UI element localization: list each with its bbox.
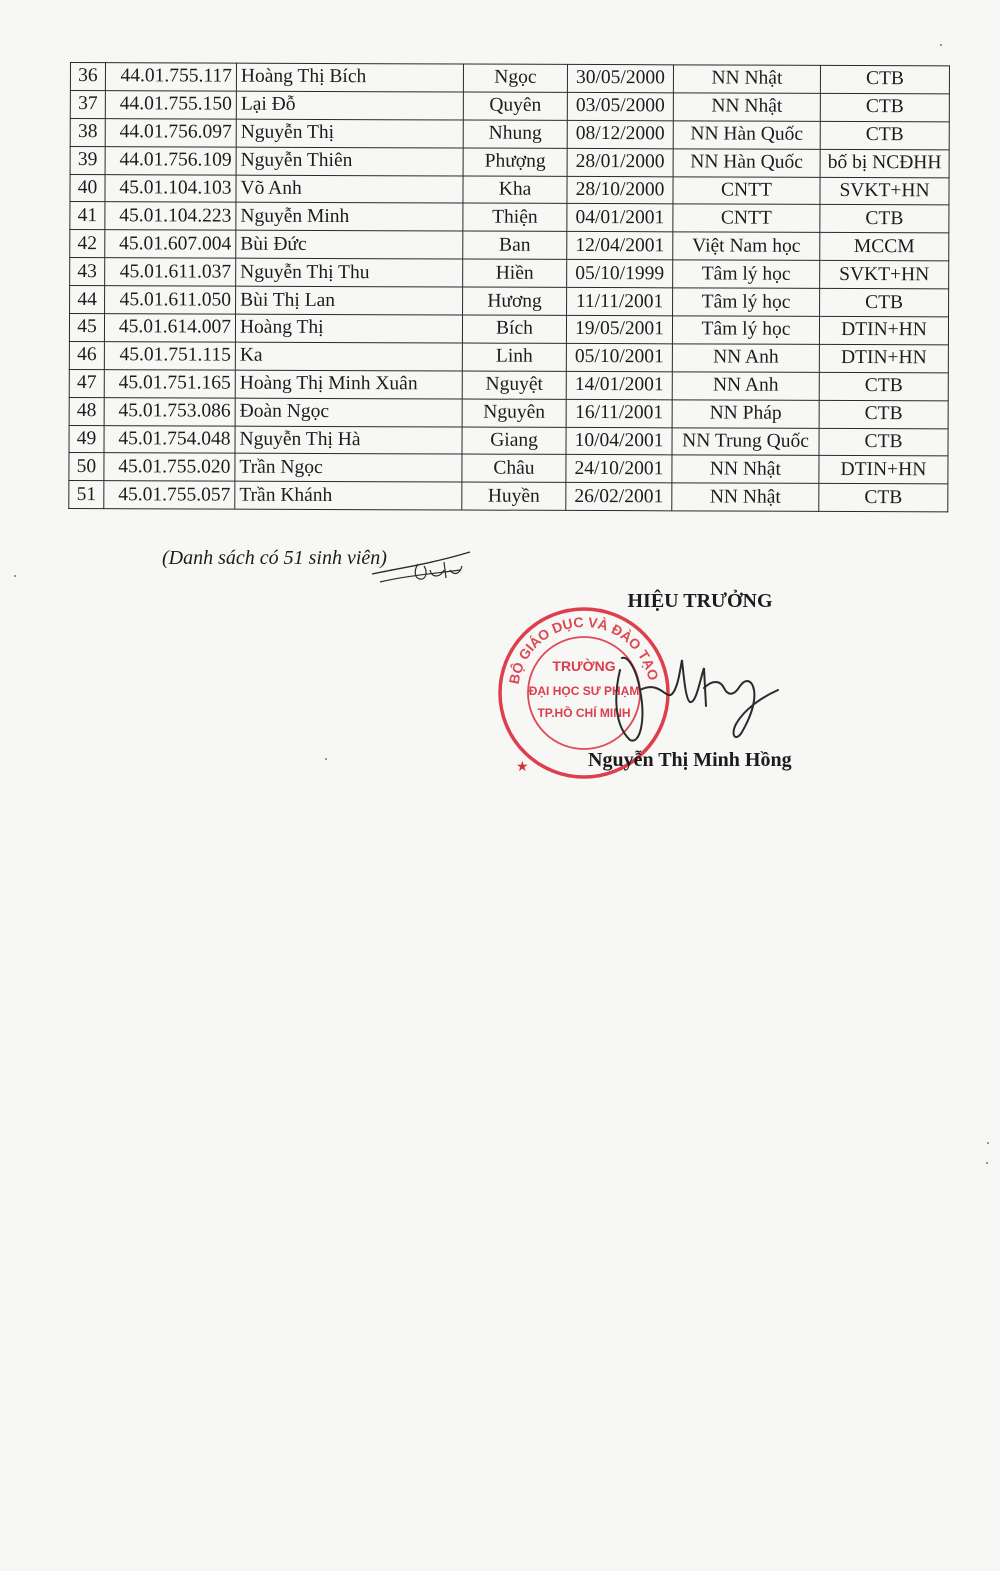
- cell-surname: Hoàng Thị Minh Xuân: [235, 370, 462, 399]
- cell-major: NN Trung Quốc: [672, 427, 819, 455]
- svg-text:★: ★: [516, 760, 529, 775]
- cell-date-of-birth: 03/05/2000: [567, 92, 673, 120]
- cell-category: DTIN+HN: [819, 316, 948, 344]
- cell-date-of-birth: 30/05/2000: [567, 64, 673, 92]
- rector-title: HIỆU TRƯỞNG: [627, 590, 773, 612]
- table-row: [70, 118, 949, 149]
- scan-speck: [940, 44, 942, 46]
- cell-no: 51: [69, 481, 104, 509]
- cell-major: Việt Nam học: [673, 232, 820, 260]
- table-row: [69, 481, 948, 512]
- cell-no: 45: [69, 314, 104, 342]
- cell-given-name: Ngọc: [463, 64, 567, 92]
- table-row: [70, 286, 949, 317]
- cell-surname: Bùi Thị Lan: [236, 286, 463, 315]
- cell-given-name: Nguyệt: [462, 371, 566, 399]
- cell-no: 43: [70, 258, 105, 286]
- table-row: [70, 90, 949, 121]
- table-row: [69, 453, 948, 484]
- cell-major: NN Nhật: [673, 65, 820, 93]
- cell-category: bố bị NCĐHH: [820, 149, 949, 177]
- cell-major: NN Nhật: [673, 93, 820, 121]
- cell-surname: Nguyễn Thiên: [236, 147, 463, 176]
- cell-no: 38: [70, 118, 105, 146]
- cell-no: 36: [70, 63, 105, 91]
- scan-speck: [325, 758, 327, 760]
- cell-surname: Nguyễn Minh: [236, 203, 463, 232]
- cell-major: NN Hàn Quốc: [673, 148, 820, 176]
- cell-student-id: 44.01.756.097: [105, 118, 236, 146]
- cell-category: MCCM: [820, 233, 949, 261]
- student-list-table: [68, 62, 950, 513]
- cell-date-of-birth: 19/05/2001: [566, 315, 672, 343]
- table-row: [69, 397, 948, 428]
- cell-given-name: Nguyên: [462, 399, 566, 427]
- cell-given-name: Kha: [463, 176, 567, 204]
- cell-student-id: 45.01.755.057: [104, 481, 235, 509]
- cell-given-name: Linh: [462, 343, 566, 371]
- cell-surname: Lại Đỗ: [236, 91, 463, 120]
- table-row: [70, 230, 949, 261]
- cell-surname: Nguyễn Thị Thu: [236, 258, 463, 287]
- cell-given-name: Ban: [463, 231, 567, 259]
- scan-speck: [986, 1162, 988, 1164]
- cell-student-id: 44.01.756.109: [105, 146, 236, 174]
- cell-no: 39: [70, 146, 105, 174]
- cell-student-id: 45.01.104.223: [105, 202, 236, 230]
- cell-student-id: 45.01.753.086: [104, 397, 235, 425]
- table-row: [69, 425, 948, 456]
- initials-mark: [370, 548, 475, 590]
- table-row: [70, 63, 949, 94]
- cell-given-name: Hương: [463, 287, 567, 315]
- cell-major: CNTT: [673, 204, 820, 232]
- cell-date-of-birth: 11/11/2001: [567, 288, 673, 316]
- cell-date-of-birth: 08/12/2000: [567, 120, 673, 148]
- cell-student-id: 45.01.751.115: [104, 342, 235, 370]
- cell-major: Tâm lý học: [672, 316, 819, 344]
- cell-date-of-birth: 28/01/2000: [567, 148, 673, 176]
- cell-surname: Bùi Đức: [236, 230, 463, 259]
- cell-given-name: Thiện: [463, 203, 567, 231]
- cell-date-of-birth: 10/04/2001: [566, 427, 672, 455]
- cell-student-id: 45.01.751.165: [104, 369, 235, 397]
- cell-date-of-birth: 24/10/2001: [566, 455, 672, 483]
- cell-given-name: Huyền: [462, 482, 566, 510]
- svg-text:BỘ GIÁO DỤC VÀ ĐÀO TẠO: BỘ GIÁO DỤC VÀ ĐÀO TẠO: [505, 613, 662, 686]
- cell-given-name: Bích: [462, 315, 566, 343]
- rector-signature: [600, 640, 785, 750]
- cell-no: 50: [69, 453, 104, 481]
- cell-given-name: Giang: [462, 427, 566, 455]
- cell-no: 44: [70, 286, 105, 314]
- cell-category: DTIN+HN: [819, 456, 948, 484]
- cell-category: CTB: [820, 289, 949, 317]
- svg-text:TRƯỜNG: TRƯỜNG: [552, 658, 616, 674]
- cell-given-name: Quyên: [463, 92, 567, 120]
- cell-date-of-birth: 05/10/2001: [566, 343, 672, 371]
- table-row: [70, 258, 949, 289]
- cell-category: CTB: [820, 93, 949, 121]
- cell-date-of-birth: 05/10/1999: [567, 260, 673, 288]
- cell-no: 37: [70, 90, 105, 118]
- cell-surname: Đoàn Ngọc: [235, 398, 462, 427]
- cell-surname: Trần Khánh: [235, 481, 462, 510]
- cell-date-of-birth: 12/04/2001: [567, 232, 673, 260]
- cell-category: CTB: [820, 205, 949, 233]
- cell-date-of-birth: 16/11/2001: [566, 399, 672, 427]
- cell-student-id: 45.01.754.048: [104, 425, 235, 453]
- cell-category: CTB: [819, 372, 948, 400]
- cell-no: 41: [70, 202, 105, 230]
- cell-student-id: 45.01.607.004: [105, 230, 236, 258]
- cell-major: NN Nhật: [672, 455, 819, 483]
- cell-date-of-birth: 28/10/2000: [567, 176, 673, 204]
- cell-category: CTB: [819, 400, 948, 428]
- cell-category: CTB: [820, 65, 949, 93]
- table-row: [70, 174, 949, 205]
- cell-date-of-birth: 26/02/2001: [566, 483, 672, 511]
- cell-surname: Ka: [235, 342, 462, 371]
- cell-no: 42: [70, 230, 105, 258]
- cell-student-id: 45.01.614.007: [104, 314, 235, 342]
- cell-surname: Võ Anh: [236, 175, 463, 204]
- cell-student-id: 44.01.755.117: [105, 63, 236, 91]
- cell-student-id: 45.01.611.037: [105, 258, 236, 286]
- student-count-note: (Danh sách có 51 sinh viên): [162, 547, 387, 569]
- cell-major: NN Anh: [672, 372, 819, 400]
- cell-category: CTB: [819, 484, 948, 512]
- cell-date-of-birth: 04/01/2001: [567, 204, 673, 232]
- cell-major: NN Anh: [672, 344, 819, 372]
- cell-student-id: 45.01.611.050: [105, 286, 236, 314]
- cell-given-name: Hiền: [463, 259, 567, 287]
- cell-category: CTB: [819, 428, 948, 456]
- cell-no: 40: [70, 174, 105, 202]
- cell-major: Tâm lý học: [673, 288, 820, 316]
- table-row: [70, 146, 949, 177]
- scan-speck: [987, 1142, 989, 1144]
- table-row: [69, 369, 948, 400]
- cell-category: SVKT+HN: [820, 177, 949, 205]
- cell-student-id: 45.01.755.020: [104, 453, 235, 481]
- cell-no: 49: [69, 425, 104, 453]
- cell-given-name: Châu: [462, 454, 566, 482]
- cell-no: 46: [69, 341, 104, 369]
- cell-surname: Hoàng Thị: [235, 314, 462, 343]
- student-list-body: [69, 63, 950, 513]
- cell-category: CTB: [820, 121, 949, 149]
- cell-surname: Hoàng Thị Bích: [236, 63, 463, 92]
- cell-major: NN Hàn Quốc: [673, 121, 820, 149]
- cell-major: CNTT: [673, 176, 820, 204]
- cell-no: 48: [69, 397, 104, 425]
- signer-name: Nguyễn Thị Minh Hồng: [588, 749, 792, 771]
- cell-category: SVKT+HN: [820, 261, 949, 289]
- scan-speck: [14, 575, 16, 577]
- table-row: [70, 202, 949, 233]
- cell-major: Tâm lý học: [673, 260, 820, 288]
- cell-student-id: 45.01.104.103: [105, 174, 236, 202]
- cell-given-name: Phượng: [463, 148, 567, 176]
- table-row: [69, 341, 948, 372]
- table-row: [69, 314, 948, 345]
- cell-date-of-birth: 14/01/2001: [566, 371, 672, 399]
- cell-major: NN Nhật: [672, 483, 819, 511]
- svg-text:TP.HỒ CHÍ MINH: TP.HỒ CHÍ MINH: [537, 706, 631, 720]
- cell-major: NN Pháp: [672, 400, 819, 428]
- cell-no: 47: [69, 369, 104, 397]
- cell-surname: Nguyễn Thị: [236, 119, 463, 148]
- cell-student-id: 44.01.755.150: [105, 91, 236, 119]
- svg-text:ĐẠI HỌC SƯ PHẠM: ĐẠI HỌC SƯ PHẠM: [528, 684, 640, 698]
- cell-surname: Nguyễn Thị Hà: [235, 426, 462, 455]
- cell-given-name: Nhung: [463, 120, 567, 148]
- cell-category: DTIN+HN: [819, 344, 948, 372]
- cell-surname: Trần Ngọc: [235, 454, 462, 483]
